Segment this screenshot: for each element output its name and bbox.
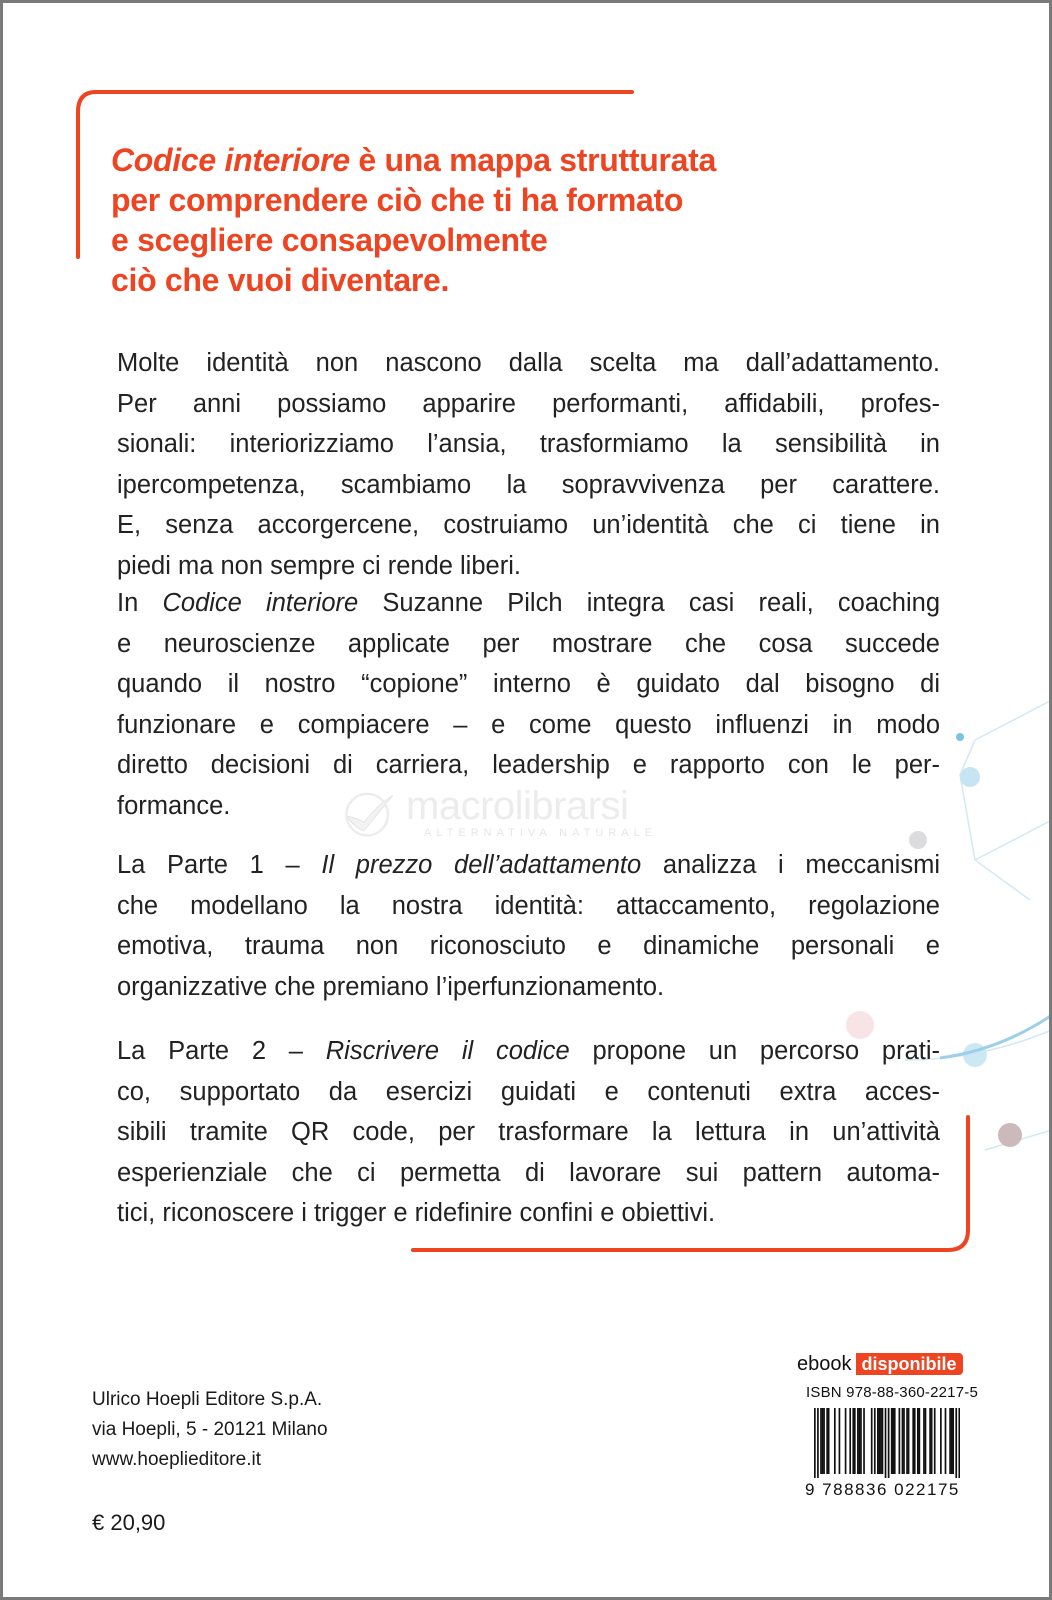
- ebook-badge: [797, 1352, 963, 1376]
- text-line: emotiva, trauma non riconosciuto e dinamiche personali e: [117, 932, 940, 960]
- barcode-bar: [814, 1408, 816, 1478]
- barcode-digits: 9 788836 022175: [805, 1480, 960, 1499]
- barcode-bar: [828, 1408, 830, 1474]
- text-line: piedi ma non sempre ci rende liberi.: [117, 551, 521, 580]
- text-line: e neuroscienze applicate per mostrare che cosa succede: [117, 629, 940, 658]
- text-run: propone un percorso prati-: [569, 1037, 940, 1065]
- barcode-bar: [929, 1408, 931, 1474]
- paragraph-intro: [117, 343, 940, 586]
- barcode-bar: [955, 1408, 957, 1478]
- text-line: ipercompetenza, scambiamo la sopravvivenza per carattere.: [117, 470, 940, 499]
- barcode-bar: [839, 1408, 841, 1474]
- barcode-bar: [951, 1408, 953, 1474]
- headline-book-title: Codice interiore: [111, 142, 350, 178]
- text-line: diretto decisioni di carriera, leadership e rapporto con le per-: [117, 751, 940, 779]
- barcode-bar: [917, 1408, 919, 1474]
- text-run: Suzanne Pilch integra casi reali, coaching: [358, 589, 940, 617]
- barcode-bar: [877, 1408, 879, 1474]
- text-line: [117, 583, 940, 624]
- price: € 20,90: [92, 1510, 166, 1535]
- barcode-bar: [845, 1408, 847, 1474]
- barcode-bar: [871, 1408, 873, 1474]
- barcode-bar: [863, 1408, 865, 1474]
- barcode-bar: [934, 1408, 936, 1474]
- barcode: [814, 1408, 960, 1478]
- text-run: La Parte 2 –: [117, 1037, 326, 1065]
- barcode-bar: [919, 1408, 921, 1474]
- text-line: Molte identità non nascono dalla scelta ma dall’adattamento.: [117, 349, 940, 377]
- barcode-bar: [823, 1408, 825, 1474]
- isbn-label: ISBN 978-88-360-2217-5: [806, 1384, 979, 1401]
- headline-text: è una mappa strutturata: [349, 142, 717, 178]
- barcode-bar: [925, 1408, 927, 1474]
- paragraph-author: [117, 583, 940, 826]
- text-line: esperienziale che ci permetta di lavorare sui pattern automa-: [117, 1158, 940, 1187]
- text-line: quando il nostro “copione” interno è guidato dal bisogno di: [117, 670, 940, 698]
- text-line: sibili tramite QR code, per trasformare la lettura in un’attività: [117, 1118, 940, 1146]
- barcode-bar: [908, 1408, 910, 1474]
- barcode-bar: [914, 1408, 916, 1474]
- barcode-bar: [903, 1408, 905, 1474]
- barcode-bar: [826, 1408, 828, 1474]
- barcode-bar: [923, 1408, 925, 1474]
- barcode-bar: [902, 1408, 904, 1474]
- barcode-bar: [874, 1408, 876, 1474]
- barcode-bar: [894, 1408, 896, 1474]
- publisher-name: Ulrico Hoepli Editore S.p.A.: [92, 1389, 323, 1410]
- headline-line: [111, 140, 871, 180]
- paragraph-part-2: [117, 1031, 940, 1234]
- text-line: co, supportato da esercizi guidati e contenuti extra acces-: [117, 1077, 940, 1106]
- text-run: analizza i meccanismi: [641, 851, 940, 879]
- barcode-bar: [906, 1408, 908, 1474]
- watermark-name: macrolibrarsi: [406, 784, 629, 828]
- headline-line: per comprendere ciò che ti ha formato: [111, 182, 684, 218]
- text-line: formance.: [117, 791, 231, 820]
- publisher-website: www.hoeplieditore.it: [92, 1449, 261, 1470]
- barcode-bar: [892, 1408, 894, 1474]
- text-line: tici, riconoscere i trigger e ridefinire confini e obiettivi.: [117, 1199, 716, 1227]
- barcode-bar: [820, 1408, 822, 1474]
- barcode-bar: [945, 1408, 947, 1474]
- barcode-bar: [912, 1408, 914, 1474]
- publisher-address: via Hoepli, 5 - 20121 Milano: [92, 1419, 328, 1440]
- text-line: [117, 1031, 940, 1072]
- barcode-bar: [891, 1408, 893, 1474]
- headline-line: ciò che vuoi diventare.: [111, 262, 450, 298]
- barcode-bar: [899, 1408, 901, 1474]
- ebook-available-tag: disponibile: [856, 1353, 963, 1375]
- text-line: che modellano la nostra identità: attaccamento, regolazione: [117, 891, 940, 920]
- text-line: Per anni possiamo apparire performanti, affidabili, profes-: [117, 389, 940, 418]
- barcode-bar: [854, 1408, 856, 1474]
- barcode-bar: [882, 1408, 884, 1474]
- watermark-tagline: ALTERNATIVA NATURALE: [424, 827, 658, 839]
- barcode-bar: [880, 1408, 882, 1474]
- headline-line: e scegliere consapevolmente: [111, 222, 548, 258]
- barcode-bar: [952, 1408, 954, 1474]
- barcode-bar: [860, 1408, 862, 1474]
- barcode-bar: [940, 1408, 942, 1474]
- barcode-bar: [852, 1408, 854, 1474]
- text-line: E, senza accorgercene, costruiamo un’identità che ci tiene in: [117, 511, 940, 539]
- text-run: La Parte 1 –: [117, 851, 322, 879]
- barcode-bar: [879, 1408, 881, 1474]
- text-run: In: [117, 589, 163, 617]
- part-title-italic: Il prezzo dell’adattamento: [321, 851, 642, 879]
- barcode-bar: [931, 1408, 933, 1474]
- barcode-bar: [849, 1408, 851, 1474]
- barcode-bar: [817, 1408, 819, 1478]
- headline: [111, 140, 871, 300]
- barcode-bar: [949, 1408, 951, 1474]
- text-line: [117, 845, 940, 886]
- barcode-bar: [822, 1408, 824, 1474]
- publisher-info: [92, 1385, 328, 1475]
- barcode-bar: [885, 1408, 887, 1478]
- ebook-label: ebook: [797, 1353, 852, 1375]
- text-line: funzionare e compiacere – e come questo influenzi in modo: [117, 710, 940, 739]
- text-line: organizzative che premiano l’iperfunzionamento.: [117, 972, 665, 1001]
- text-line: sionali: interiorizziamo l’ansia, trasformiamo la sensibilità in: [117, 430, 940, 458]
- paragraph-part-1: [117, 845, 940, 1007]
- barcode-bar: [888, 1408, 890, 1478]
- barcode-bar: [857, 1408, 859, 1474]
- barcode-bar: [834, 1408, 836, 1474]
- part-title-italic: Riscrivere il codice: [325, 1037, 570, 1065]
- barcode-bar: [859, 1408, 861, 1474]
- barcode-bar: [958, 1408, 960, 1478]
- book-title-italic: Codice interiore: [162, 589, 359, 617]
